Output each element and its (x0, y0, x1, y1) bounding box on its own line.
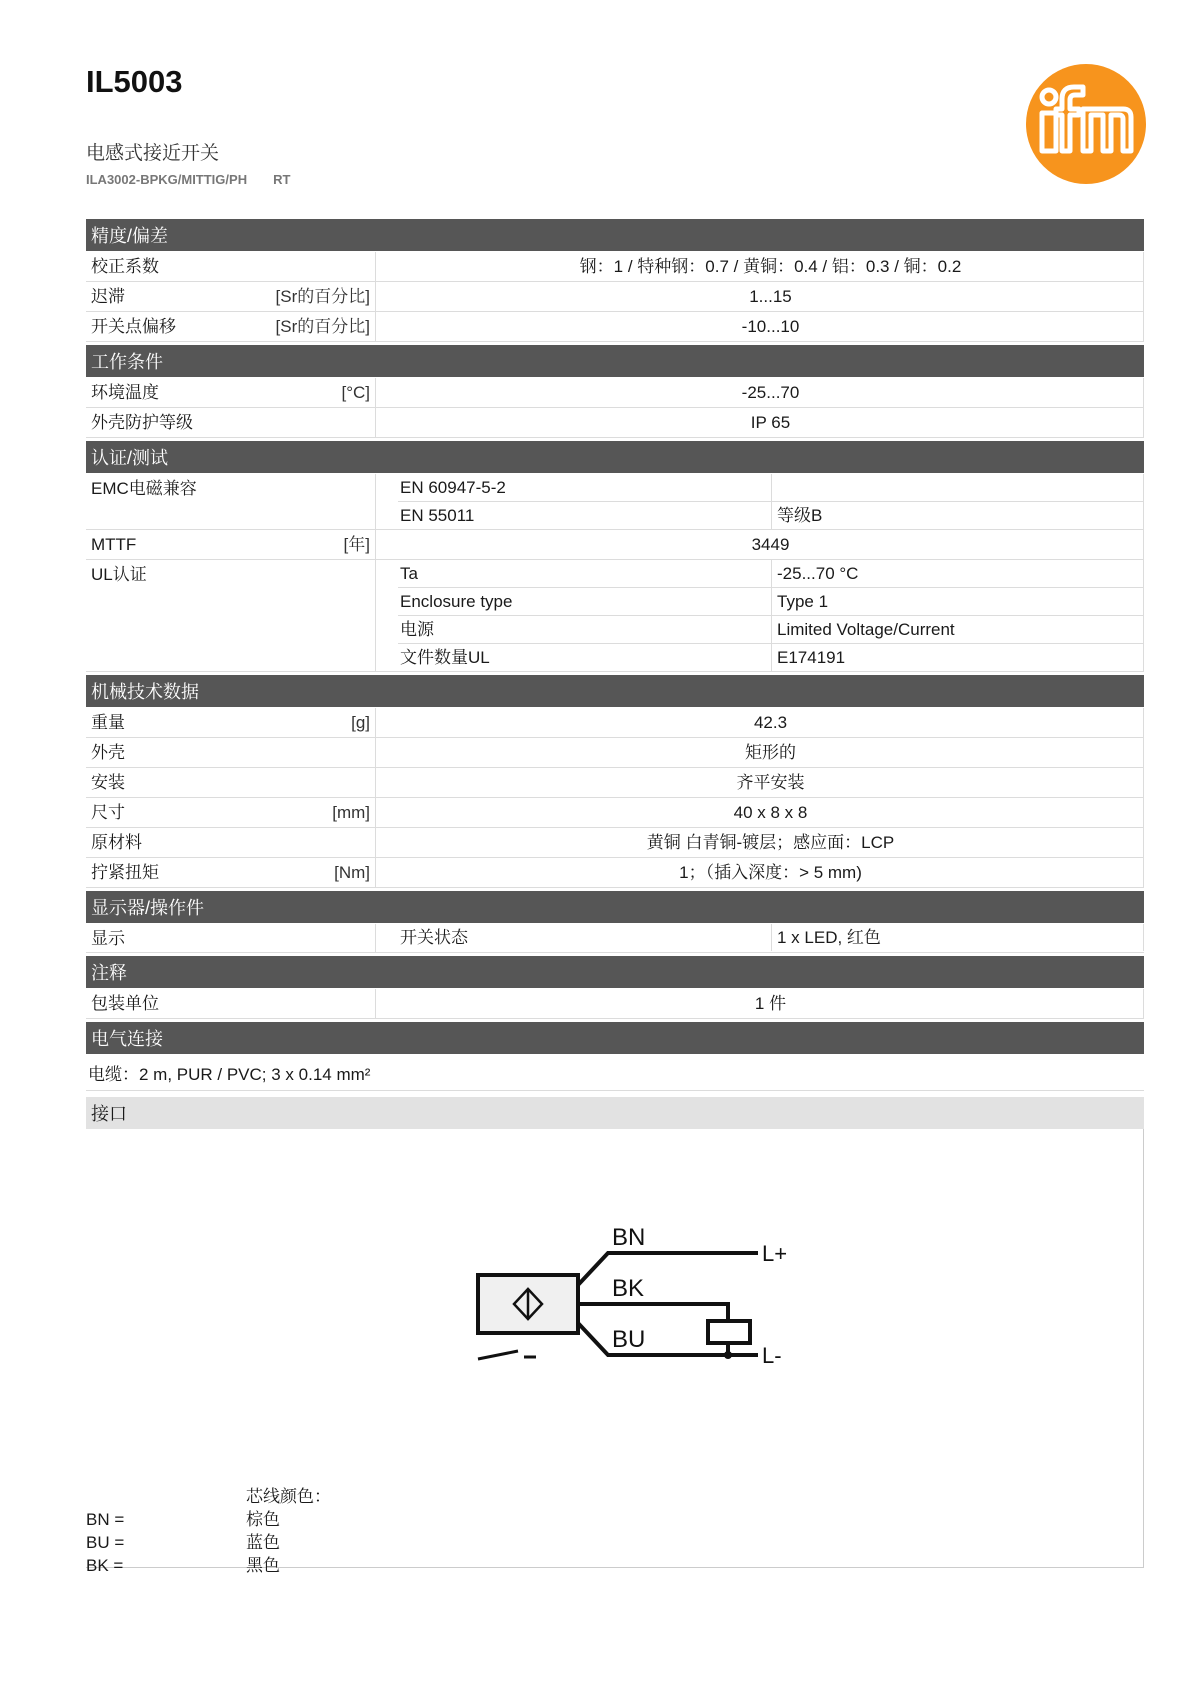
correction-value: 钢：1 / 特种钢：0.7 / 黄铜：0.4 / 铝：0.3 / 铜：0.2 (398, 252, 1144, 281)
section-approvals: 认证/测试 (86, 441, 1144, 473)
emc-standard-1: EN 60947-5-2 (398, 474, 772, 501)
row-mounting (86, 768, 1144, 798)
mttf-unit: [年] (343, 535, 370, 554)
display-value: 1 x LED, 红色 (772, 924, 1144, 951)
ul-value: Type 1 (772, 588, 1144, 615)
interface-header: 接口 (86, 1097, 1144, 1129)
section-electrical-connection: 电气连接 (86, 1022, 1144, 1054)
section-mechanical-data: 机械技术数据 (86, 675, 1144, 707)
product-title: IL5003 (86, 64, 183, 99)
row-packaging-unit (86, 989, 1144, 1019)
row-correction-factor (86, 252, 1144, 282)
legend-title: 芯线颜色： (246, 1487, 331, 1506)
drift-value: -10...10 (398, 312, 1144, 341)
mttf-label: MTTF (91, 535, 137, 554)
display-label: 显示 (91, 929, 125, 948)
row-weight (86, 708, 1144, 738)
section-operating-conditions: 工作条件 (86, 345, 1144, 377)
torque-label: 拧紧扭矩 (91, 863, 159, 882)
cable-spec: 电缆：2 m, PUR / PVC; 3 x 0.14 mm² (86, 1055, 1144, 1091)
row-ul-approval (86, 560, 1144, 672)
wire-label-bn: BN (612, 1224, 646, 1251)
wiring-diagram (462, 1217, 802, 1377)
ul-key: Ta (398, 560, 772, 587)
drift-label: 开关点偏移 (91, 317, 176, 336)
housing-value: 矩形的 (398, 738, 1144, 767)
interface-panel (86, 1129, 1144, 1575)
temperature-label: 环境温度 (91, 383, 159, 402)
material-label: 原材料 (91, 833, 142, 852)
product-subtitle: 电感式接近开关 (86, 143, 220, 164)
weight-label: 重量 (91, 713, 125, 732)
mounting-value: 齐平安装 (398, 768, 1144, 797)
hysteresis-unit: [Sr的百分比] (275, 287, 370, 306)
temperature-unit: [°C] (341, 383, 370, 402)
row-housing (86, 738, 1144, 768)
row-tightening-torque (86, 858, 1144, 888)
package-value: 1 件 (398, 989, 1144, 1018)
legend-value-bn: 棕色 (246, 1510, 280, 1529)
mounting-label: 安装 (91, 773, 125, 792)
specifications (86, 219, 1144, 1575)
emc-standard-1-note (772, 474, 1144, 501)
row-display (86, 924, 1144, 953)
material-value: 黄铜 白青铜-镀层；感应面：LCP (398, 828, 1144, 857)
torque-value: 1；（插入深度：> 5 mm) (398, 858, 1144, 887)
section-accuracy: 精度/偏差 (86, 219, 1144, 251)
row-mttf (86, 530, 1144, 560)
legend-key-bk: BK = (86, 1556, 124, 1575)
emc-standard-2: EN 55011 (398, 502, 772, 529)
torque-unit: [Nm] (334, 863, 370, 882)
legend-value-bk: 黑色 (246, 1556, 280, 1575)
row-ambient-temperature (86, 378, 1144, 408)
ifm-logo (1025, 63, 1147, 185)
hysteresis-label: 迟滞 (91, 287, 125, 306)
dimensions-value: 40 x 8 x 8 (398, 798, 1144, 827)
package-label: 包装单位 (91, 994, 159, 1013)
dimensions-label: 尺寸 (91, 803, 125, 822)
ul-key: 电源 (398, 616, 772, 643)
section-display: 显示器/操作件 (86, 891, 1144, 923)
ul-key: Enclosure type (398, 588, 772, 615)
article-code: ILA3002-BPKG/MITTIG/PH (86, 172, 248, 187)
wire-label-bu: BU (612, 1326, 646, 1353)
mttf-value: 3449 (398, 530, 1144, 559)
drift-unit: [Sr的百分比] (275, 317, 370, 336)
protection-label: 外壳防护等级 (91, 413, 193, 432)
protection-value: IP 65 (398, 408, 1144, 437)
row-dimensions (86, 798, 1144, 828)
correction-label: 校正系数 (91, 257, 159, 276)
legend-value-bu: 蓝色 (246, 1533, 280, 1552)
emc-label: EMC电磁兼容 (91, 479, 197, 498)
legend-key-bn: BN = (86, 1510, 125, 1529)
weight-value: 42.3 (398, 708, 1144, 737)
row-protection-rating (86, 408, 1144, 438)
ul-label: UL认证 (91, 565, 147, 584)
terminal-l-minus: L- (762, 1343, 782, 1368)
terminal-l-plus: L+ (762, 1241, 788, 1266)
temperature-value: -25...70 (398, 378, 1144, 407)
article-code-suffix: RT (273, 172, 291, 187)
hysteresis-value: 1...15 (398, 282, 1144, 311)
emc-standard-2-note: 等级B (772, 502, 1144, 529)
ul-key: 文件数量UL (398, 644, 772, 671)
housing-label: 外壳 (91, 743, 125, 762)
dimensions-unit: [mm] (332, 803, 370, 822)
wire-label-bk: BK (612, 1275, 645, 1302)
row-material (86, 828, 1144, 858)
ul-value: Limited Voltage/Current (772, 616, 1144, 643)
display-key: 开关状态 (398, 924, 772, 951)
row-hysteresis (86, 282, 1144, 312)
ul-value: E174191 (772, 644, 1144, 671)
product-code (86, 172, 290, 187)
row-emc (86, 474, 1144, 530)
ul-value: -25...70 °C (772, 560, 1144, 587)
legend-key-bu: BU = (86, 1533, 125, 1552)
row-switch-point-drift (86, 312, 1144, 342)
section-notes: 注释 (86, 956, 1144, 988)
weight-unit: [g] (351, 713, 370, 732)
